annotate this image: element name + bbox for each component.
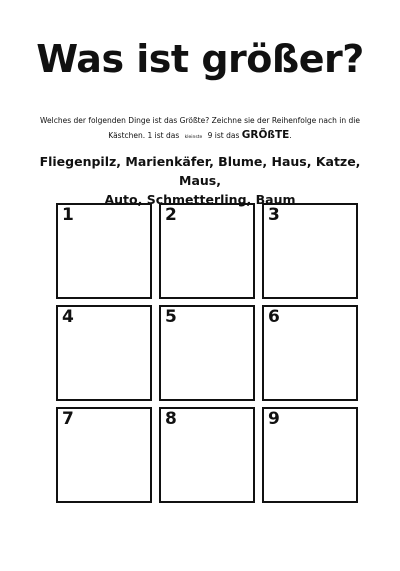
- drawing-box-4[interactable]: [56, 305, 152, 401]
- instructions-line-2-middle: 9 ist das: [207, 131, 240, 140]
- box-number: 7: [62, 409, 74, 429]
- instructions-line-1: Welches der folgenden Dinge ist das Größte? Zeichne sie der Reihenfolge nach in die: [40, 116, 360, 125]
- drawing-box-7[interactable]: [56, 407, 152, 503]
- box-number: 3: [268, 205, 280, 225]
- instructions: [20, 113, 380, 145]
- box-number: 9: [268, 409, 280, 429]
- box-number: 1: [62, 205, 74, 225]
- page-title: Was ist größer?: [36, 37, 364, 81]
- drawing-box-8[interactable]: [159, 407, 255, 503]
- drawing-box-2[interactable]: [159, 203, 255, 299]
- box-number: 8: [165, 409, 177, 429]
- word-list: [25, 152, 375, 209]
- drawing-grid: [56, 203, 360, 503]
- word-list-line-1: Fliegenpilz, Marienkäfer, Blume, Haus, Katze, Maus,: [39, 154, 361, 188]
- box-number: 5: [165, 307, 177, 327]
- box-number: 4: [62, 307, 74, 327]
- drawing-box-6[interactable]: [262, 305, 358, 401]
- smallest-word: kleinste: [184, 135, 203, 140]
- drawing-box-5[interactable]: [159, 305, 255, 401]
- drawing-box-3[interactable]: [262, 203, 358, 299]
- drawing-box-9[interactable]: [262, 407, 358, 503]
- box-number: 6: [268, 307, 280, 327]
- drawing-box-1[interactable]: [56, 203, 152, 299]
- biggest-word: GRÖßTE: [241, 129, 290, 141]
- instructions-line-2-end: .: [289, 131, 292, 140]
- box-number: 2: [165, 205, 177, 225]
- instructions-line-2-start: Kästchen. 1 ist das: [108, 131, 180, 140]
- word-list-line-2: Auto, Schmetterling, Baum: [104, 192, 296, 207]
- instructions-line-2: [20, 128, 380, 145]
